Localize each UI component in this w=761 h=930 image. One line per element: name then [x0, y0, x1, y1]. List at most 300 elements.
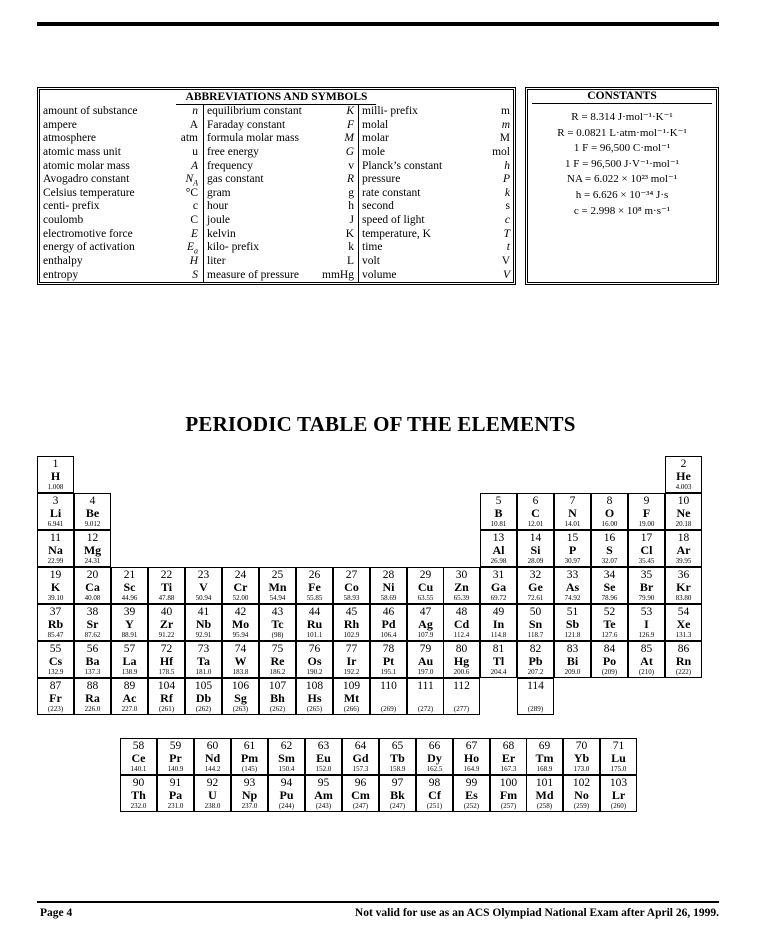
atomic-mass: (247): [389, 802, 406, 810]
abbreviation-name: amount of substance: [43, 105, 138, 117]
abbreviation-symbol: T: [503, 227, 510, 240]
atomic-mass: 40.08: [84, 594, 101, 602]
abbreviation-name: enthalpy: [43, 255, 83, 268]
atomic-number: 58: [132, 740, 145, 752]
element-symbol: Sb: [565, 617, 580, 631]
element-cell: [74, 493, 111, 530]
abbreviation-row: [40, 200, 202, 214]
abbreviation-name: volt: [362, 255, 380, 268]
atomic-mass: (263): [232, 705, 249, 713]
abbreviation-symbol: S: [192, 268, 198, 281]
element-cell: [665, 456, 702, 493]
atomic-number: 94: [280, 777, 293, 789]
abbreviation-row: [40, 146, 202, 160]
element-cell: [111, 567, 148, 604]
element-cell: [222, 641, 259, 678]
element-symbol: P: [568, 543, 577, 557]
atomic-mass: 200.6: [453, 668, 470, 676]
atomic-number: 53: [640, 606, 653, 618]
element-symbol: Li: [49, 506, 62, 520]
atomic-mass: 173.0: [573, 765, 590, 773]
abbreviation-name: ampere: [43, 118, 77, 131]
atomic-number: 107: [268, 680, 287, 692]
atomic-mass: 131.3: [675, 631, 692, 639]
abbreviation-name: Planck’s constant: [362, 159, 443, 172]
element-symbol: Pr: [169, 751, 182, 765]
atomic-mass: (244): [278, 802, 295, 810]
atomic-mass: 32.07: [601, 557, 618, 565]
atomic-mass: 238.0: [204, 802, 221, 810]
element-symbol: Br: [639, 580, 654, 594]
element-cell: [74, 567, 111, 604]
element-cell: [333, 567, 370, 604]
abbreviation-name: Faraday constant: [207, 118, 286, 131]
abbreviation-row: [40, 187, 202, 201]
atomic-mass: 91.22: [158, 631, 175, 639]
atomic-number: 101: [535, 777, 554, 789]
element-cell: [591, 493, 628, 530]
atomic-mass: 181.0: [195, 668, 212, 676]
abbreviation-row: [204, 187, 358, 201]
element-cell: [591, 641, 628, 678]
atomic-number: 90: [132, 777, 145, 789]
atomic-number: 112: [453, 680, 470, 692]
element-cell: [416, 775, 453, 812]
element-cell: [370, 678, 407, 715]
constant-line: 1 F = 96,500 J·V⁻¹·mol⁻¹: [565, 157, 679, 170]
element-symbol: Eu: [316, 751, 331, 765]
element-cell: [526, 775, 563, 812]
element-symbol: Bh: [270, 691, 285, 705]
element-symbol: He: [676, 469, 691, 483]
atomic-number: 99: [465, 777, 478, 789]
atomic-number: 70: [575, 740, 588, 752]
element-symbol: Be: [85, 506, 100, 520]
element-cell: [148, 567, 185, 604]
atomic-mass: 74.92: [564, 594, 581, 602]
atomic-number: 51: [566, 606, 579, 618]
atomic-mass: 207.2: [527, 668, 544, 676]
element-cell: [443, 604, 480, 641]
element-symbol: Pd: [381, 617, 396, 631]
abbreviation-symbol: A: [189, 118, 198, 131]
atomic-number: 52: [603, 606, 616, 618]
element-cell: [443, 678, 480, 715]
abbreviation-symbol: c: [192, 200, 198, 213]
abbreviation-name: frequency: [207, 159, 253, 172]
atomic-number: 76: [308, 643, 321, 655]
constant-line: h = 6.626 × 10⁻³⁴ J·s: [575, 188, 669, 201]
atomic-mass: 162.5: [426, 765, 443, 773]
atomic-number: 108: [305, 680, 324, 692]
element-symbol: Gd: [352, 751, 369, 765]
atomic-number: 54: [677, 606, 690, 618]
element-symbol: Tl: [492, 654, 505, 668]
element-symbol: Xe: [676, 617, 691, 631]
element-symbol: Ba: [85, 654, 100, 668]
abbreviation-row: [204, 228, 358, 242]
element-symbol: Zn: [454, 580, 469, 594]
atomic-number: 8: [606, 495, 613, 507]
atomic-number: 78: [382, 643, 395, 655]
atomic-number: 63: [317, 740, 330, 752]
element-symbol: F: [642, 506, 651, 520]
atomic-mass: 12.01: [527, 520, 544, 528]
element-symbol: Ar: [676, 543, 691, 557]
element-symbol: C: [531, 506, 540, 520]
element-symbol: Mt: [343, 691, 360, 705]
atomic-number: 23: [197, 569, 210, 581]
element-symbol: Ga: [490, 580, 507, 594]
atomic-mass: 35.45: [638, 557, 655, 565]
atomic-mass: 26.98: [490, 557, 507, 565]
atomic-mass: 58.93: [343, 594, 360, 602]
element-cell: [563, 738, 600, 775]
atomic-number: 74: [234, 643, 247, 655]
element-symbol: In: [492, 617, 505, 631]
element-symbol: As: [565, 580, 580, 594]
abbreviation-symbol: °C: [185, 186, 198, 199]
atomic-mass: 197.0: [417, 668, 434, 676]
atomic-number: 2: [680, 458, 687, 470]
atomic-mass: 69.72: [490, 594, 507, 602]
abbreviation-row: [40, 132, 202, 146]
element-symbol: H: [50, 469, 61, 483]
atomic-mass: 168.9: [536, 765, 553, 773]
atomic-number: 11: [49, 532, 62, 544]
element-cell: [148, 641, 185, 678]
atomic-mass: 140.1: [130, 765, 147, 773]
atomic-mass: 95.94: [232, 631, 249, 639]
atomic-number: 102: [572, 777, 591, 789]
constants-box: [525, 87, 719, 285]
atomic-mass: 52.00: [232, 594, 249, 602]
element-cell: [296, 604, 333, 641]
atomic-mass: 178.5: [158, 668, 175, 676]
atomic-mass: 140.9: [167, 765, 184, 773]
abbreviation-symbol: H: [189, 255, 198, 268]
element-symbol: Lr: [611, 788, 626, 802]
atomic-number: 97: [391, 777, 404, 789]
element-cell: [296, 567, 333, 604]
atomic-mass: 204.4: [490, 668, 507, 676]
element-symbol: Ra: [85, 691, 100, 705]
atomic-number: 24: [234, 569, 247, 581]
element-cell: [370, 641, 407, 678]
element-cell: [407, 678, 444, 715]
atomic-number: 98: [428, 777, 441, 789]
element-symbol: Pm: [240, 751, 259, 765]
atomic-number: 19: [49, 569, 62, 581]
abbreviation-name: kelvin: [207, 227, 236, 240]
element-cell: [37, 456, 74, 493]
element-symbol: Si: [530, 543, 541, 557]
atomic-mass: 88.91: [121, 631, 138, 639]
atomic-number: 104: [157, 680, 176, 692]
element-symbol: Mg: [83, 543, 102, 557]
abbreviation-name: centi- prefix: [43, 200, 100, 213]
atomic-mass: 50.94: [195, 594, 212, 602]
abbreviation-name: gas constant: [207, 173, 264, 186]
abbreviation-symbol: $N_A$: [185, 173, 198, 188]
atomic-number: 86: [677, 643, 690, 655]
atomic-mass: 164.9: [463, 765, 480, 773]
atomic-number: 30: [455, 569, 468, 581]
element-symbol: At: [640, 654, 653, 668]
atomic-number: 40: [160, 606, 173, 618]
element-cell: [111, 641, 148, 678]
element-cell: [600, 738, 637, 775]
atomic-number: 92: [206, 777, 219, 789]
abbreviation-symbol: J: [349, 214, 354, 227]
element-cell: [37, 641, 74, 678]
atomic-mass: 85.47: [47, 631, 64, 639]
abbreviation-row: [204, 160, 358, 174]
element-cell: [517, 678, 554, 715]
element-cell: [259, 604, 296, 641]
element-symbol: Ni: [382, 580, 395, 594]
periodic-table-title: PERIODIC TABLE OF THE ELEMENTS: [185, 412, 576, 436]
abbreviation-name: milli- prefix: [362, 105, 418, 117]
abbreviations-title: ABBREVIATIONS AND SYMBOLS: [185, 91, 368, 103]
abbreviation-row: [204, 241, 358, 255]
element-cell: [628, 493, 665, 530]
element-symbol: Md: [535, 788, 554, 802]
abbreviation-symbol: t: [506, 241, 510, 254]
atomic-mass: 79.90: [638, 594, 655, 602]
abbreviation-name: coulomb: [43, 214, 84, 227]
atomic-mass: 20.18: [675, 520, 692, 528]
atomic-number: 67: [465, 740, 478, 752]
abbreviation-row: [204, 269, 358, 283]
abbreviation-symbol: k: [348, 241, 354, 254]
atomic-mass: (260): [610, 802, 627, 810]
atomic-number: 13: [492, 532, 505, 544]
abbreviation-row: [40, 119, 202, 133]
atomic-mass: 22.99: [47, 557, 64, 565]
abbreviations-box: [37, 87, 516, 285]
atomic-mass: (247): [352, 802, 369, 810]
abbreviation-row: [40, 214, 202, 228]
element-symbol: Yb: [573, 751, 590, 765]
element-cell: [74, 678, 111, 715]
atomic-number: 64: [354, 740, 367, 752]
atomic-number: 39: [123, 606, 136, 618]
abbreviation-name: gram: [207, 186, 231, 199]
element-cell: [517, 604, 554, 641]
abbreviation-symbol: V: [501, 255, 510, 268]
element-symbol: Ir: [346, 654, 357, 668]
element-symbol: Es: [465, 788, 478, 802]
atomic-number: 77: [345, 643, 358, 655]
abbreviation-name: molal: [362, 118, 389, 131]
element-cell: [222, 567, 259, 604]
abbreviation-symbol: g: [348, 186, 354, 199]
element-cell: [296, 678, 333, 715]
abbreviation-name: atomic molar mass: [43, 159, 130, 172]
element-symbol: Rb: [47, 617, 64, 631]
element-cell: [379, 775, 416, 812]
atomic-mass: 152.0: [315, 765, 332, 773]
abbreviation-row: [40, 241, 202, 255]
atomic-mass: 83.80: [675, 594, 692, 602]
top-rule: [37, 22, 719, 26]
element-symbol: Se: [603, 580, 616, 594]
element-symbol: Bi: [566, 654, 579, 668]
abbreviation-row: [359, 241, 514, 255]
atomic-mass: 167.3: [500, 765, 517, 773]
element-cell: [148, 678, 185, 715]
element-cell: [305, 775, 342, 812]
atomic-mass: 132.9: [47, 668, 64, 676]
element-cell: [665, 530, 702, 567]
atomic-number: 38: [86, 606, 99, 618]
atomic-number: 81: [492, 643, 505, 655]
abbreviation-row: [40, 160, 202, 174]
atomic-mass: 150.4: [278, 765, 295, 773]
element-symbol: Bk: [390, 788, 405, 802]
element-symbol: Sn: [528, 617, 543, 631]
abbreviation-name: mole: [362, 145, 385, 158]
atomic-number: 26: [308, 569, 321, 581]
atomic-number: 29: [419, 569, 432, 581]
element-symbol: Sm: [278, 751, 295, 765]
abbreviation-symbol: h: [348, 200, 354, 213]
atomic-mass: 92.91: [195, 631, 212, 639]
atomic-number: 84: [603, 643, 616, 655]
element-cell: [37, 567, 74, 604]
atomic-number: 111: [417, 680, 434, 692]
element-symbol: Ca: [85, 580, 100, 594]
element-cell: [563, 775, 600, 812]
atomic-mass: 192.2: [343, 668, 360, 676]
abbreviations-column-3: [358, 105, 514, 282]
abbreviations-column-1: [40, 105, 202, 282]
element-cell: [554, 493, 591, 530]
constant-line: R = 8.314 J·mol⁻¹·K⁻¹: [571, 111, 673, 123]
atomic-mass: 63.55: [417, 594, 434, 602]
element-symbol: Fe: [308, 580, 321, 594]
atomic-mass: 226.0: [84, 705, 101, 713]
abbreviation-symbol: m: [501, 105, 510, 117]
element-symbol: Rn: [675, 654, 692, 668]
atomic-number: 43: [271, 606, 284, 618]
element-symbol: Cu: [417, 580, 434, 594]
atomic-number: 17: [640, 532, 653, 544]
element-symbol: Rf: [160, 691, 173, 705]
element-symbol: Sr: [86, 617, 99, 631]
abbreviation-name: second: [362, 200, 394, 213]
element-symbol: Pa: [168, 788, 183, 802]
element-cell: [526, 738, 563, 775]
element-symbol: Pu: [279, 788, 294, 802]
element-cell: [407, 567, 444, 604]
abbreviation-symbol: K: [346, 105, 354, 117]
element-cell: [370, 567, 407, 604]
element-cell: [453, 738, 490, 775]
element-cell: [490, 738, 527, 775]
atomic-number: 87: [49, 680, 62, 692]
element-symbol: Ag: [418, 617, 433, 631]
element-cell: [333, 678, 370, 715]
abbreviation-row: [40, 269, 202, 283]
element-cell: [342, 738, 379, 775]
element-cell: [517, 530, 554, 567]
element-symbol: Er: [501, 751, 516, 765]
element-symbol: Tb: [390, 751, 405, 765]
element-cell: [185, 567, 222, 604]
atomic-number: 45: [345, 606, 358, 618]
abbreviation-row: [204, 146, 358, 160]
constant-line: R = 0.0821 L·atm·mol⁻¹·K⁻¹: [557, 126, 687, 139]
constants-list: [528, 110, 716, 219]
element-symbol: Ce: [131, 751, 146, 765]
element-symbol: N: [568, 506, 577, 520]
atomic-number: 71: [612, 740, 625, 752]
element-symbol: Lu: [611, 751, 626, 765]
atomic-number: 85: [640, 643, 653, 655]
abbreviation-name: Avogadro constant: [43, 173, 130, 186]
abbreviation-row: [359, 187, 514, 201]
atomic-number: 1: [52, 458, 59, 470]
element-cell: [74, 604, 111, 641]
atomic-number: 55: [49, 643, 62, 655]
abbreviation-symbol: V: [502, 268, 510, 281]
atomic-number: 82: [529, 643, 542, 655]
element-cell: [37, 678, 74, 715]
element-cell: [665, 604, 702, 641]
element-symbol: W: [234, 654, 247, 668]
abbreviation-row: [359, 160, 514, 174]
abbreviation-row: [40, 255, 202, 269]
abbreviation-row: [204, 173, 358, 187]
element-cell: [231, 738, 268, 775]
footer-rule: [37, 901, 719, 903]
abbreviation-row: [359, 228, 514, 242]
element-cell: [665, 493, 702, 530]
abbreviation-name: measure of pressure: [207, 268, 299, 281]
element-symbol: Cm: [351, 788, 370, 802]
atomic-mass: 28.09: [527, 557, 544, 565]
atomic-mass: 30.97: [564, 557, 581, 565]
element-cell: [443, 567, 480, 604]
abbreviation-symbol: M: [344, 132, 354, 145]
atomic-number: 69: [538, 740, 551, 752]
atomic-mass: 14.01: [564, 520, 581, 528]
element-cell: [517, 567, 554, 604]
abbreviation-name: electromotive force: [43, 227, 133, 240]
element-symbol: La: [122, 654, 137, 668]
element-cell: [111, 678, 148, 715]
atomic-number: 59: [169, 740, 182, 752]
element-symbol: Y: [125, 617, 134, 631]
atomic-number: 79: [419, 643, 432, 655]
element-symbol: Fm: [499, 788, 518, 802]
atomic-mass: 9.012: [84, 520, 101, 528]
atomic-number: 34: [603, 569, 616, 581]
element-symbol: Sg: [234, 691, 247, 705]
element-cell: [480, 641, 517, 678]
element-cell: [416, 738, 453, 775]
element-symbol: Te: [603, 617, 616, 631]
element-cell: [342, 775, 379, 812]
element-symbol: Al: [492, 543, 505, 557]
abbreviation-name: Celsius temperature: [43, 186, 135, 199]
atomic-number: 10: [677, 495, 690, 507]
atomic-number: 44: [308, 606, 321, 618]
element-cell: [194, 738, 231, 775]
element-cell: [194, 775, 231, 812]
